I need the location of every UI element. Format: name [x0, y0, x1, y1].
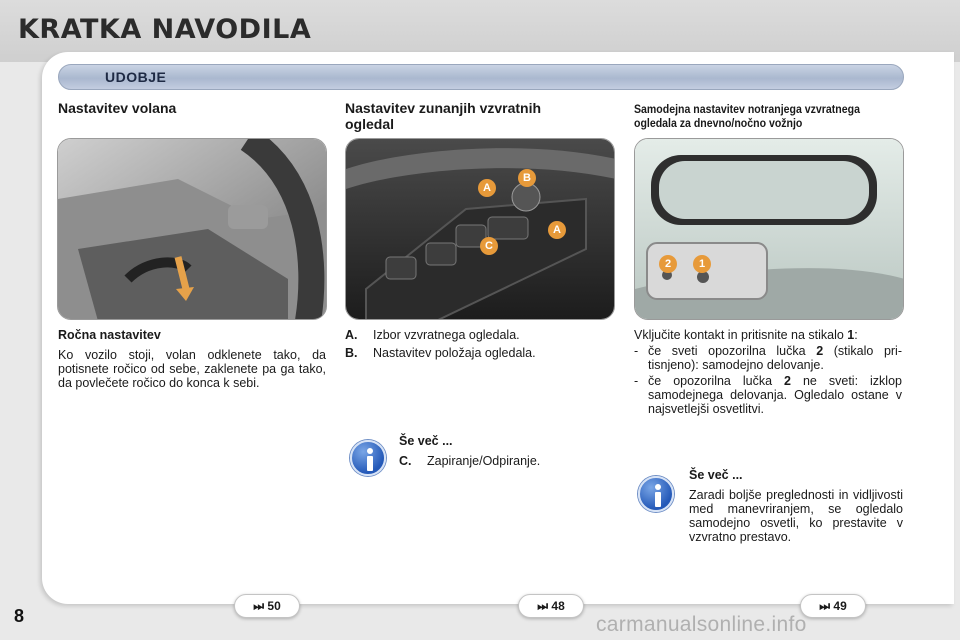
interior-callout-2: 2 — [659, 255, 677, 273]
col3-more-title: Še več ... — [689, 468, 743, 482]
col3-bullet-1 — [634, 344, 902, 372]
col3-title-line2: ogledala za dnevno/nočno vožnjo — [634, 116, 803, 130]
main-title: KRATKA NAVODILA — [18, 14, 312, 45]
col2-title-line1: Nastavitev zunanjih vzvratnih — [345, 100, 542, 116]
steering-column-photo — [57, 138, 327, 320]
col2-item-b — [345, 346, 615, 360]
col1-subhead: Ročna nastavitev — [58, 328, 161, 342]
info-icon — [350, 440, 386, 476]
col3-bullet-2 — [634, 374, 902, 416]
col3-more — [689, 468, 903, 544]
page-ref-label: 48 — [551, 599, 565, 613]
mirror-callout-b: B — [518, 169, 536, 187]
skip-icon: ⏭ — [819, 599, 831, 613]
item-key: B. — [345, 346, 358, 360]
watermark: carmanualsonline.info — [596, 613, 807, 636]
bullet-dash: - — [634, 374, 639, 388]
bullet-text: če opozorilna lučka 2 ne sveti: izklop samodejnega delovanja. Ogledalo ostane v najsvetlejši osvetlitvi. — [648, 374, 902, 416]
interior-callout-1: 1 — [693, 255, 711, 273]
mirror-control-photo — [345, 138, 615, 320]
skip-icon: ⏭ — [537, 599, 549, 613]
bullet-dash: - — [634, 344, 639, 358]
col2-item-a — [345, 328, 615, 342]
col3-title — [634, 102, 860, 130]
mirror-control-illustration — [346, 139, 615, 320]
col2-more-title: Še več ... — [399, 434, 453, 448]
mirror-callout-c: C — [480, 237, 498, 255]
page-ref-49[interactable] — [800, 594, 866, 618]
col3-intro — [634, 328, 902, 342]
col3-intro-key: 1 — [847, 328, 855, 342]
mirror-callout-a-top: A — [478, 179, 496, 197]
col1-text — [58, 328, 326, 390]
col1-paragraph: Ko vozilo stoji, volan odklenete tako, da potisnete ročico od sebe, zaklenete pa ga tako, da povlečete ročico do konca k sebi. — [58, 348, 326, 390]
col3-intro-suffix: : — [854, 328, 858, 342]
item-text: Nastavitev položaja ogledala. — [373, 346, 536, 360]
skip-icon: ⏭ — [253, 599, 265, 613]
col2-title — [345, 100, 541, 132]
item-text: Zapiranje/Odpiranje. — [427, 454, 541, 468]
col2-more — [399, 434, 599, 472]
col2-title-line2: ogledal — [345, 116, 395, 132]
interior-mirror-photo — [634, 138, 904, 320]
item-text: Izbor vzvratnega ogledala. — [373, 328, 520, 342]
mirror-callout-a-right: A — [548, 221, 566, 239]
col3-intro-text: Vključite kontakt in pritisnite na stikalo — [634, 328, 848, 342]
col3-more-text: Zaradi boljše preglednosti in vidljivosti med manevriranjem, se ogledalo samodejno osvetli, ko prestavite v vzvratno prestavo. — [689, 488, 903, 544]
item-key: A. — [345, 328, 358, 342]
page-ref-48[interactable] — [518, 594, 584, 618]
col3-text — [634, 328, 902, 416]
col1-title: Nastavitev volana — [58, 100, 177, 116]
info-icon — [638, 476, 674, 512]
section-bar — [58, 64, 904, 90]
interior-mirror-illustration — [635, 139, 904, 320]
page-ref-label: 50 — [267, 599, 281, 613]
col2-item-c — [399, 454, 599, 468]
section-label: UDOBJE — [105, 69, 167, 85]
item-key: C. — [399, 454, 412, 468]
page-ref-label: 49 — [833, 599, 847, 613]
bullet-text: če sveti opozorilna lučka 2 (stikalo pri-tisnjeno): samodejno delovanje. — [648, 344, 902, 372]
col3-title-line1: Samodejna nastavitev notranjega vzvratnega — [634, 102, 860, 116]
steering-column-illustration — [58, 139, 327, 320]
page-number: 8 — [14, 606, 25, 626]
col2-items — [345, 328, 615, 364]
page-ref-50[interactable] — [234, 594, 300, 618]
